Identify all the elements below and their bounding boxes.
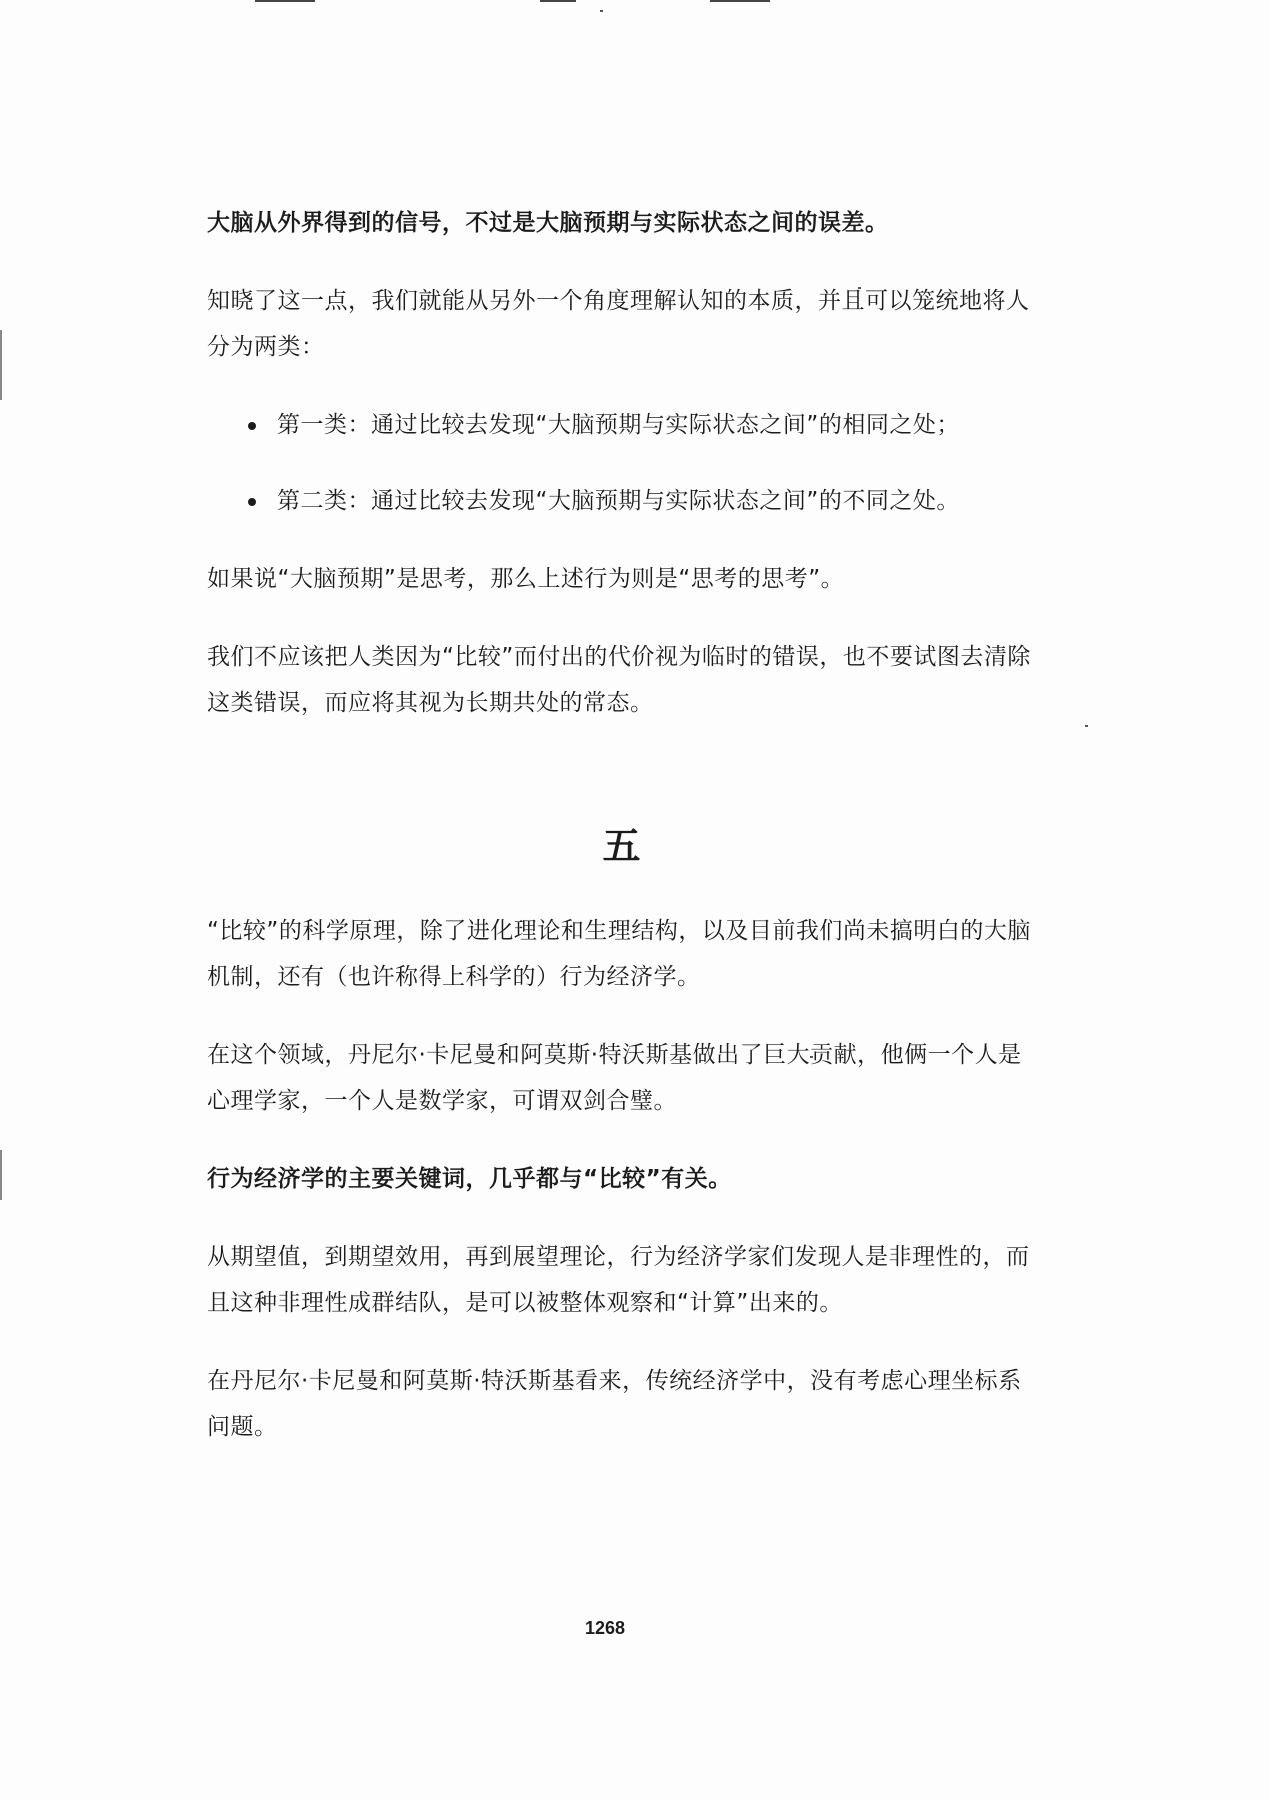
bullet-item: [207, 402, 1037, 448]
scan-artifact: [0, 330, 2, 400]
paragraph: 如果说“大脑预期”是思考，那么上述行为则是“思考的思考”。: [207, 566, 845, 592]
bullet-dot-icon: [248, 422, 256, 430]
paragraph: 从期望值，到期望效用，再到展望理论，行为经济学家们发现人是非理性的，而且这种非理性成群结队，是可以被整体观察和“计算”出来的。: [207, 1244, 1030, 1316]
paragraph: “比较”的科学原理，除了进化理论和生理结构，以及目前我们尚未搞明白的大脑机制，还有（也许称得上科学的）行为经济学。: [207, 918, 1031, 990]
bullet-text: 第一类：通过比较去发现“大脑预期与实际状态之间”的相同之处；: [277, 412, 960, 438]
bullet-item: [207, 478, 1037, 524]
scan-artifact: [1085, 725, 1088, 727]
scan-artifact: [600, 10, 603, 12]
scan-artifact: [540, 0, 576, 2]
scan-artifact: [0, 1150, 2, 1200]
bullet-dot-icon: [248, 498, 256, 506]
paragraph: 我们不应该把人类因为“比较”而付出的代价视为临时的错误，也不要试图去清除这类错误，而应将其视为长期共处的常态。: [207, 644, 1031, 716]
section-heading: 五: [602, 823, 642, 868]
scan-artifact: [710, 0, 770, 2]
paragraph: 知晓了这一点，我们就能从另外一个角度理解认知的本质，并且可以笼统地将人分为两类：: [207, 288, 1030, 360]
page-body: [207, 200, 1037, 1482]
paragraph: 在这个领域，丹尼尔·卡尼曼和阿莫斯·特沃斯基做出了巨大贡献，他俩一个人是心理学家，一个人是数学家，可谓双剑合璧。: [207, 1042, 1022, 1114]
page-number: 1268: [584, 1618, 626, 1638]
paragraph: 在丹尼尔·卡尼曼和阿莫斯·特沃斯基看来，传统经济学中，没有考虑心理坐标系问题。: [207, 1368, 1022, 1440]
paragraph: 行为经济学的主要关键词，几乎都与“比较”有关。: [207, 1166, 732, 1192]
scan-artifact: [255, 0, 315, 2]
bullet-text: 第二类：通过比较去发现“大脑预期与实际状态之间”的不同之处。: [277, 488, 960, 514]
paragraph: 大脑从外界得到的信号，不过是大脑预期与实际状态之间的误差。: [207, 210, 889, 236]
bullet-list: [207, 402, 1037, 524]
